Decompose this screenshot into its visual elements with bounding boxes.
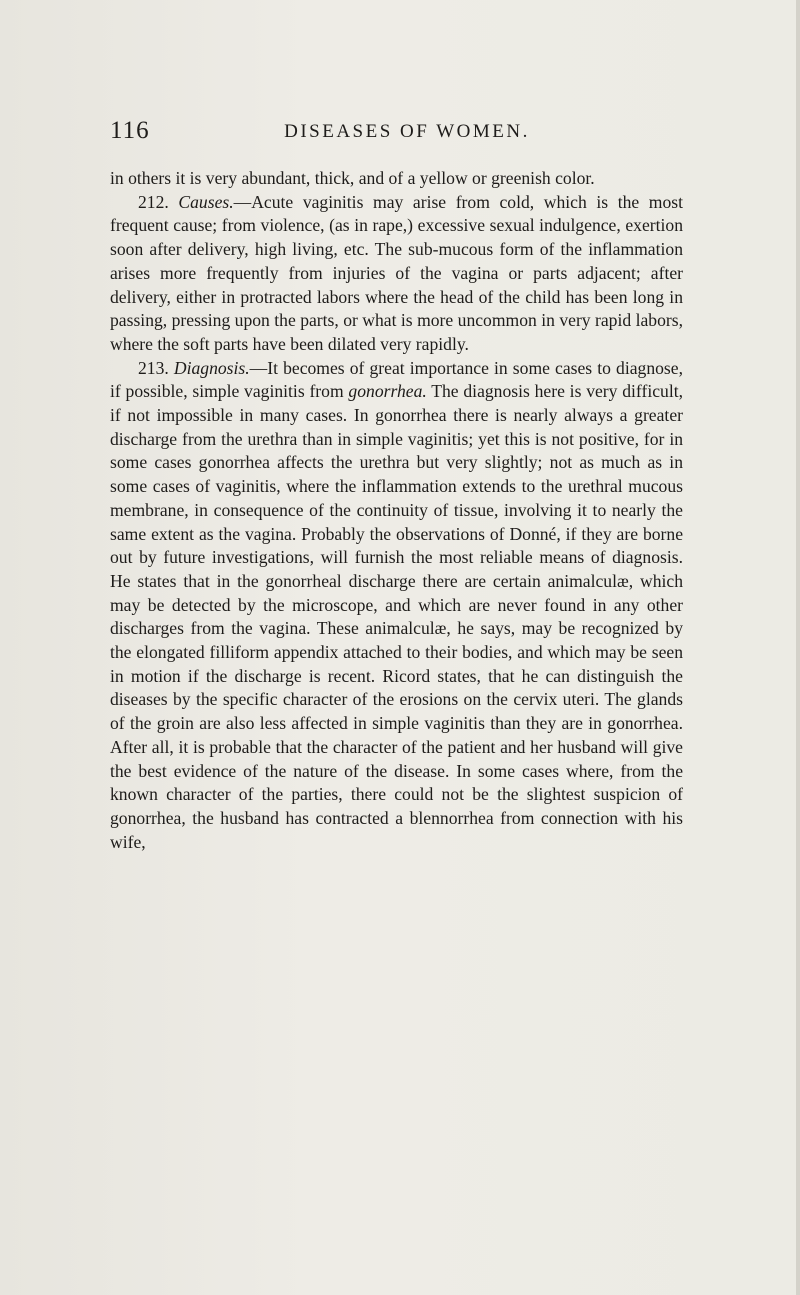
section-number: 213. [138, 357, 174, 378]
section-number: 212. [138, 191, 179, 212]
text-run: The diagnosis here is very difficult, if not impossible in many cases. In gonorrhea there is nearly always a greater discharge from the urethra than in simple vaginitis; yet this is not positive, for in some cases gonorrhea affects the urethra but very slightly; not as much as in some cases of vaginitis, where the inflammation extends to the urethral mucous membrane, in consequence of the continuity of tissue, involving it to nearly the same extent as the vagina. Probably the observations of Donné, if they are borne out by future investigations, will furnish the most reliable means of diagnosis. He states that in the gonorrheal discharge there are certain animalculæ, which may be detected by the microscope, and which are never found in any other discharges from the vagina. These animalculæ, he says, may be recognized by the elongated filliform appendix attached to their bodies, and which may be seen in motion if the discharge is recent. Ricord states, that he can distinguish the diseases by the specific character of the erosions on the cervix uteri. The glands of the groin are also less affected in simple vaginitis than they are in gonorrhea. After all, it is probable that the character of the patient and her husband will give the best evidence of the nature of the disease. In some cases where, from the known character of the parties, there could not be the slightest suspicion of gonorrhea, the husband has contracted a blennorrhea from connection with his wife, [110, 381, 683, 852]
section-heading-diagnosis: Diagnosis. [173, 357, 250, 378]
page-edge-shadow [796, 0, 800, 1295]
running-head: DISEASES OF WOMEN. [284, 121, 530, 142]
section-heading-causes: Causes. [178, 191, 234, 212]
paragraph-continuation [110, 167, 683, 191]
text-run: —It becomes of great importance in some cases to diagnose, if possible, simple vaginitis from [110, 357, 683, 402]
text-run: in others it is very abundant, thick, and of a yellow or greenish color. [110, 168, 595, 188]
text-run: —Acute vaginitis may arise from cold, which is the most frequent cause; from violence, (as in rape,) excessive sexual indulgence, exertion soon after delivery, high living, etc. The sub-mucous form of the inflammation arises more frequently from injuries of the vagina or parts adjacent; after delivery, either in protracted labors where the head of the child has been long in passing, pressing upon the parts, or what is more uncommon in very rapid labors, where the soft parts have been dilated very rapidly. [110, 191, 684, 354]
paragraph-212-causes [110, 191, 683, 357]
paragraph-213-diagnosis [110, 357, 683, 855]
page-header [110, 117, 680, 147]
emphasis-gonorrhea: gonorrhea. [348, 381, 427, 402]
body-text [110, 167, 683, 854]
page-number: 116 [110, 117, 150, 144]
